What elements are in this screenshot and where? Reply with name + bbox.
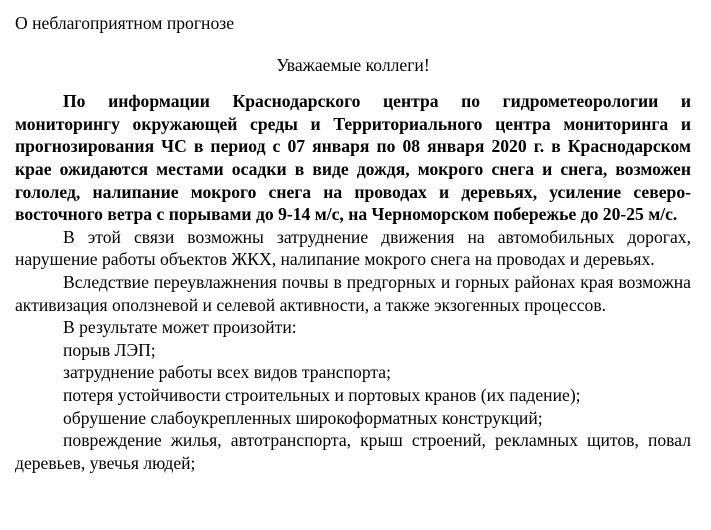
forecast-paragraph: По информации Краснодарского центра по гидрометеорологии и мониторингу окружающей среды и Территориального центра мониторинга и прогнозирования ЧС в период с 07 января по 08 января 2020 г. в Краснодарском крае ожидаются местами осадки в виде дождя, мокрого снега и снега, возможен гололед, налипание мокрого снега на проводах и деревьях, усиление северо-восточного ветра с порывами до 9-14 м/с, на Черноморском побережье до 20-25 м/с. (15, 91, 691, 225)
landslide-paragraph: Вследствие переувлажнения почвы в предгорных и горных районах края возможна активизация оползневой и селевой активности, а также экзогенных процессов. (15, 271, 691, 315)
consequence-item: обрушение слабоукрепленных широкоформатных конструкций; (63, 407, 543, 428)
traffic-impact-paragraph: В этой связи возможны затруднение движения на автомобильных дорогах, нарушение работы объектов ЖКХ, налипание мокрого снега на проводах и деревьях. (15, 226, 691, 270)
document-page (15, 12, 691, 474)
consequence-item: повреждение жилья, автотранспорта, крыш строений, рекламных щитов, повал деревьев, увечья людей; (15, 430, 691, 473)
consequence-item: затруднение работы всех видов транспорта; (63, 362, 391, 383)
consequences-intro: В результате может произойти: (63, 317, 297, 338)
consequence-item: порыв ЛЭП; (63, 339, 156, 360)
greeting: Уважаемые коллеги! (276, 54, 430, 75)
document-subject: О неблагоприятном прогнозе (15, 13, 235, 33)
consequences-list (15, 339, 691, 475)
consequence-item: потеря устойчивости строительных и портовых кранов (их падение); (63, 384, 581, 405)
